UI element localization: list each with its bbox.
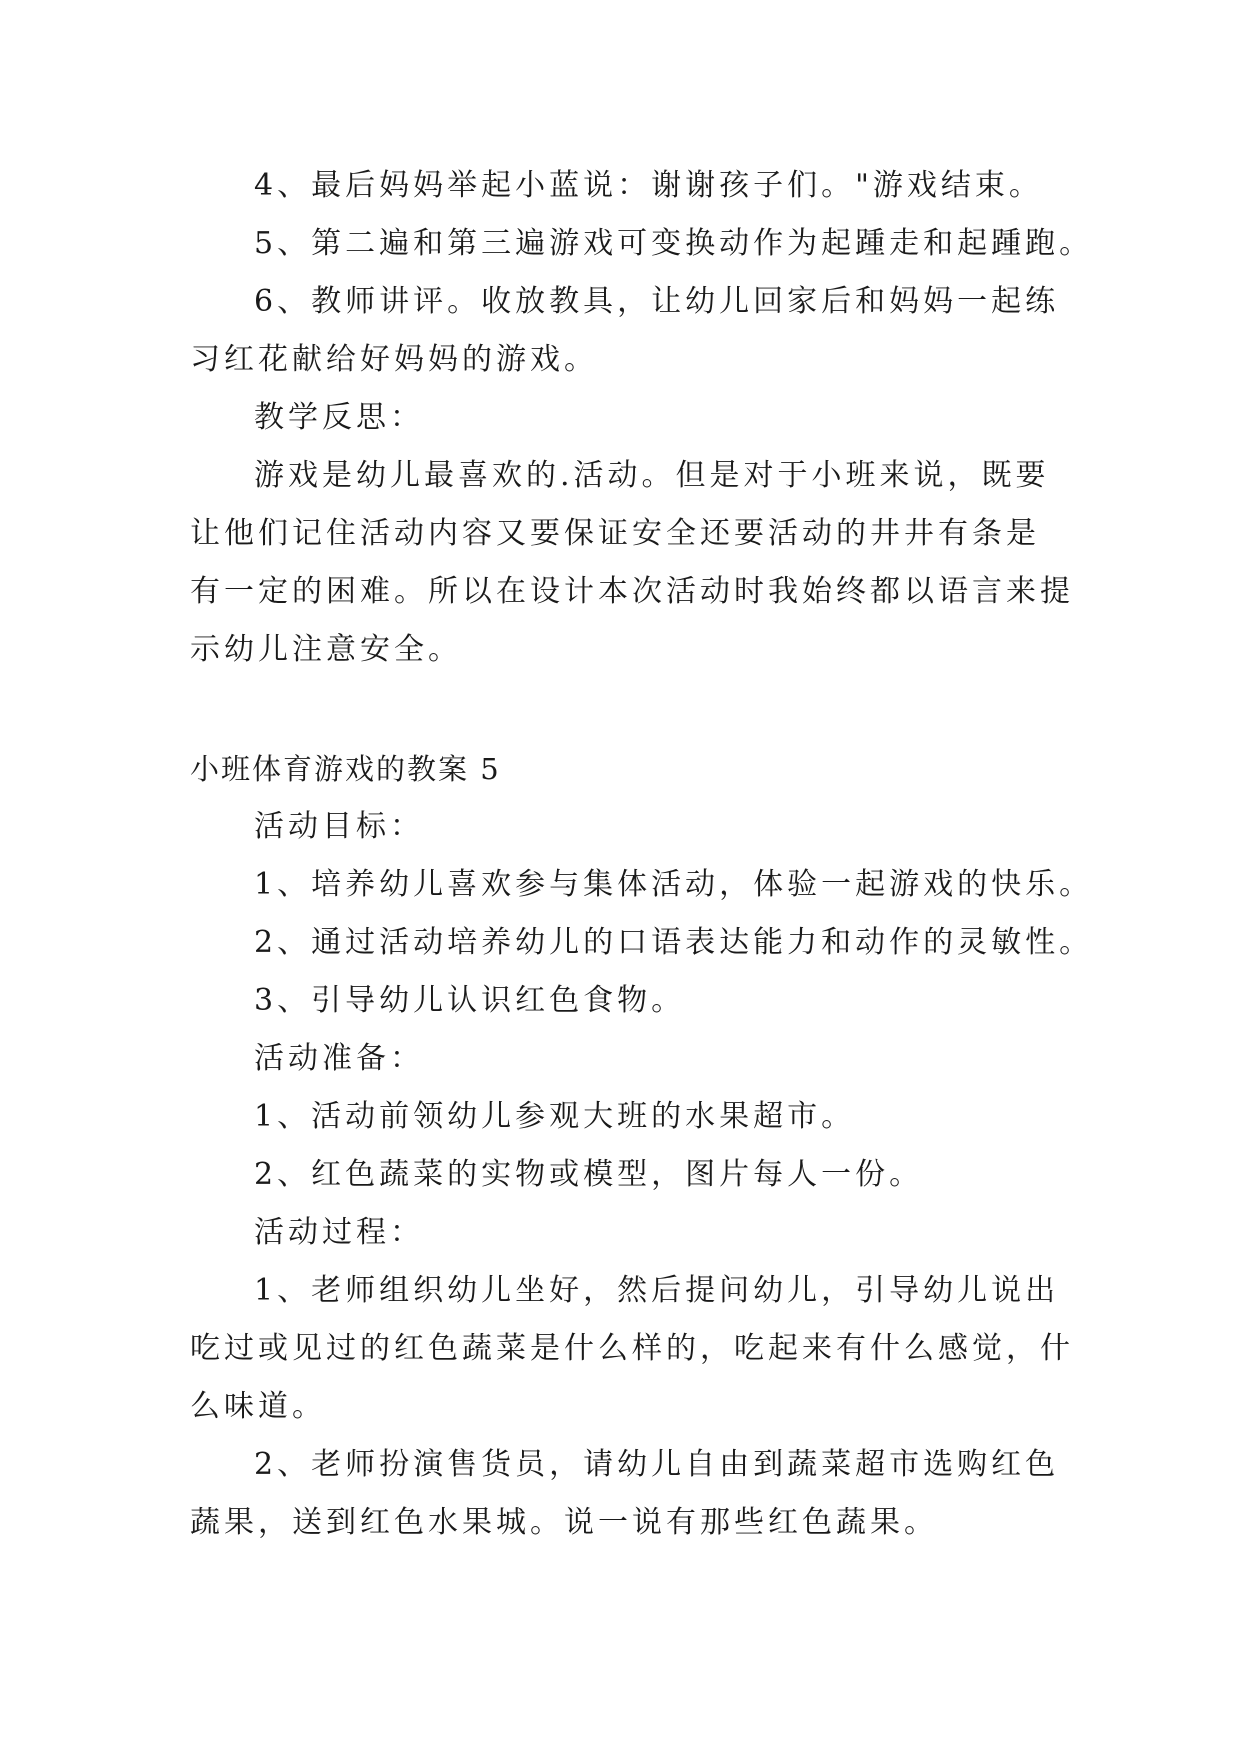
reflection-line-3: 有一定的困难。所以在设计本次活动时我始终都以语言来提 <box>190 574 1074 609</box>
reflection-line-2: 让他们记住活动内容又要保证安全还要活动的井井有条是 <box>190 516 1040 551</box>
reflection-label: 教学反思： <box>254 400 424 435</box>
section-continued <box>190 157 1094 679</box>
process-step-1-line-1: 1、老师组织幼儿坐好，然后提问幼儿，引导幼儿说出 <box>254 1273 1060 1308</box>
reflection-line-4: 示幼儿注意安全。 <box>190 632 462 667</box>
paragraph-step-6-line-1: 6、教师讲评。收放教具，让幼儿回家后和妈妈一起练 <box>254 284 1060 319</box>
reflection-line-1: 游戏是幼儿最喜欢的.活动。但是对于小班来说，既要 <box>254 458 1050 493</box>
process-step-2-line-1: 2、老师扮演售货员，请幼儿自由到蔬菜超市选购红色 <box>254 1447 1060 1482</box>
process-step-1-line-3: 么味道。 <box>190 1389 326 1424</box>
paragraph-step-5: 5、第二遍和第三遍游戏可变换动作为起踵走和起踵跑。 <box>254 226 1094 261</box>
prep-item: 2、红色蔬菜的实物或模型，图片每人一份。 <box>254 1157 924 1192</box>
process-label: 活动过程： <box>254 1215 424 1250</box>
prep-item: 1、活动前领幼儿参观大班的水果超市。 <box>254 1099 856 1134</box>
prep-label: 活动准备： <box>254 1041 424 1076</box>
goals-label: 活动目标： <box>254 809 424 844</box>
process-step-2-line-2: 蔬果，送到红色水果城。说一说有那些红色蔬果。 <box>190 1505 938 1540</box>
section-title: 小班体育游戏的教案 5 <box>190 752 501 786</box>
process-step-1-line-2: 吃过或见过的红色蔬菜是什么样的，吃起来有什么感觉，什 <box>190 1331 1074 1366</box>
section-lesson-5 <box>190 740 1094 1552</box>
goal-item: 1、培养幼儿喜欢参与集体活动，体验一起游戏的快乐。 <box>254 867 1094 902</box>
paragraph-step-4: 4、最后妈妈举起小蓝说：谢谢孩子们。"游戏结束。 <box>254 168 1043 203</box>
goal-item: 3、引导幼儿认识红色食物。 <box>254 983 686 1018</box>
paragraph-step-6-line-2: 习红花献给好妈妈的游戏。 <box>190 342 598 377</box>
goal-item: 2、通过活动培养幼儿的口语表达能力和动作的灵敏性。 <box>254 925 1094 960</box>
